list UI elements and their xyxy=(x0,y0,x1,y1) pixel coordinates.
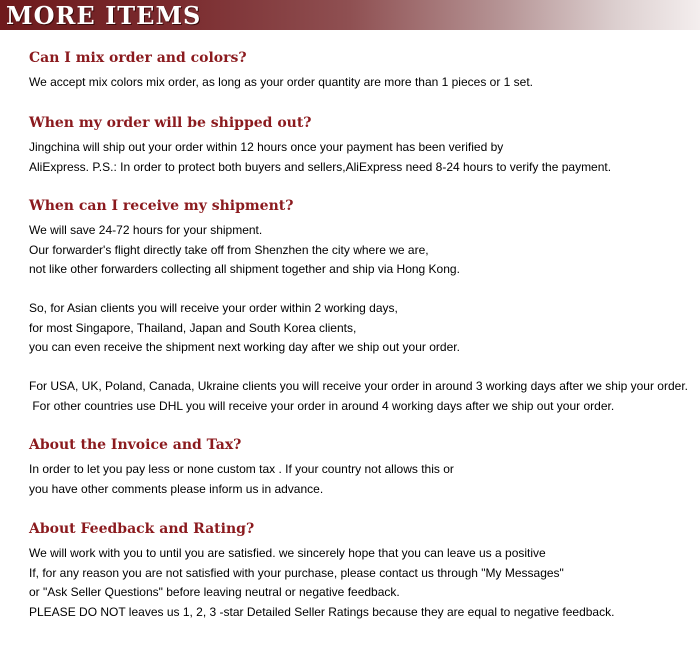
section-heading: About the Invoice and Tax? xyxy=(29,437,242,453)
section-text-line: If, for any reason you are not satisfied with your purchase, please contact us through "My Messages" xyxy=(29,565,564,580)
section-delivery-time xyxy=(29,197,690,416)
section-text-line: So, for Asian clients you will receive your order within 2 working days, xyxy=(29,301,398,315)
section-text-line: or "Ask Seller Questions" before leaving neutral or negative feedback. xyxy=(29,585,400,599)
banner-title: MORE ITEMS xyxy=(6,1,202,30)
section-text-line: not like other forwarders collecting all shipment together and ship via Hong Kong. xyxy=(29,262,460,276)
section-heading: When my order will be shipped out? xyxy=(29,115,312,131)
section-text-line: Jingchina will ship out your order within 12 hours once your payment has been verified by xyxy=(29,140,504,154)
section-invoice-tax xyxy=(29,436,690,499)
section-text-line: For other countries use DHL you will receive your order in around 4 working days after we ship out your order. xyxy=(29,398,615,413)
section-body xyxy=(29,73,690,93)
section-text-line: We will work with you to until you are satisfied. we sincerely hope that you can leave us a positive xyxy=(29,546,546,560)
section-heading: When can I receive my shipment? xyxy=(29,198,294,214)
section-body xyxy=(29,138,690,177)
section-text-line: Our forwarder's flight directly take off from Shenzhen the city where we are, xyxy=(29,242,429,257)
section-body xyxy=(29,221,690,416)
section-heading: About Feedback and Rating? xyxy=(29,521,255,537)
section-feedback-rating xyxy=(29,520,690,622)
section-body xyxy=(29,544,690,622)
section-text-line: In order to let you pay less or none custom tax . If your country not allows this or xyxy=(29,462,454,476)
section-text-line: For USA, UK, Poland, Canada, Ukraine clients you will receive your order in around 3 working days after we ship your order. xyxy=(29,379,688,393)
section-heading: Can I mix order and colors? xyxy=(29,50,247,66)
section-text-line: We accept mix colors mix order, as long as your order quantity are more than 1 pieces or 1 set. xyxy=(29,75,534,89)
section-shipping-time xyxy=(29,114,690,177)
more-items-banner xyxy=(0,0,700,30)
section-text-line: PLEASE DO NOT leaves us 1, 2, 3 -star Detailed Seller Ratings because they are equal to negative feedback. xyxy=(29,604,615,619)
paragraph-spacer xyxy=(29,280,690,300)
paragraph-spacer xyxy=(29,358,690,378)
section-text-line: you can even receive the shipment next working day after we ship out your order. xyxy=(29,340,460,354)
section-mix-order xyxy=(29,49,690,93)
section-text-line: We will save 24-72 hours for your shipment. xyxy=(29,223,263,237)
section-text-line: you have other comments please inform us in advance. xyxy=(29,481,324,496)
section-body xyxy=(29,460,690,499)
section-text-line: for most Singapore, Thailand, Japan and South Korea clients, xyxy=(29,320,357,335)
section-text-line: AliExpress. P.S.: In order to protect both buyers and sellers,AliExpress need 8-24 hours to verify the payment. xyxy=(29,159,612,174)
